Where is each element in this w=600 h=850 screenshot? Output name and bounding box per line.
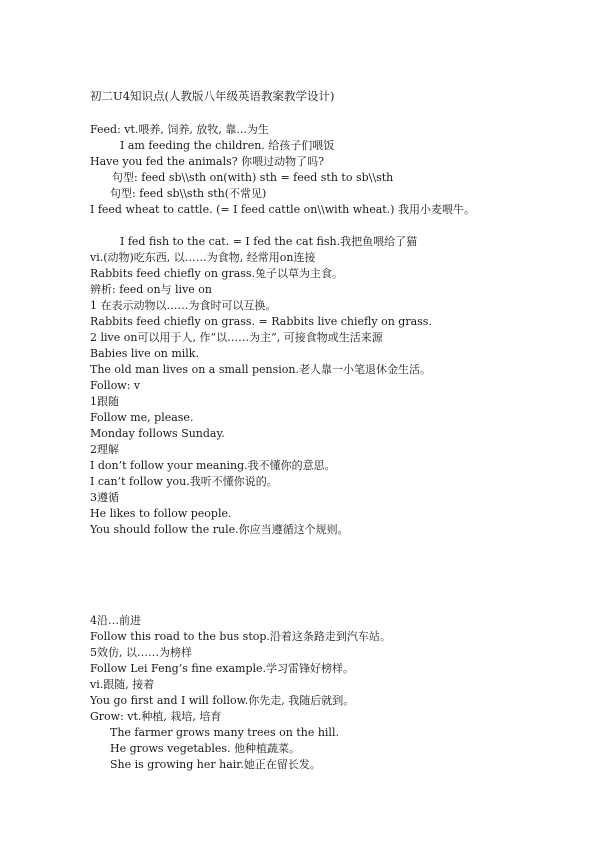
text-line: Follow me, please. xyxy=(90,411,194,424)
text-line: Grow: vt.种植, 栽培, 培育 xyxy=(90,710,222,723)
text-line: He grows vegetables. 他种植蔬菜。 xyxy=(110,742,301,755)
document-title: 初二U4知识点(人教版八年级英语教案教学设计) xyxy=(90,89,335,103)
text-line: Follow Lei Feng’s fine example.学习雷锋好榜样。 xyxy=(90,662,355,675)
text-line: 句型: feed sb\\sth on(with) sth = feed sth to sb\\sth xyxy=(112,171,394,184)
text-line: 4沿…前进 xyxy=(90,614,141,627)
text-line: You should follow the rule.你应当遵循这个规则。 xyxy=(90,523,349,536)
text-line: Rabbits feed chiefly on grass.兔子以草为主食。 xyxy=(90,267,344,280)
text-line: Babies live on milk. xyxy=(90,347,199,360)
text-line: 3遵循 xyxy=(90,491,119,504)
text-line: He likes to follow people. xyxy=(90,507,232,520)
text-line: The old man lives on a small pension.老人靠一小笔退休金生活。 xyxy=(90,363,432,376)
text-line: She is growing her hair.她正在留长发。 xyxy=(110,758,321,771)
text-line: Rabbits feed chiefly on grass. = Rabbits live chiefly on grass. xyxy=(90,315,432,328)
text-line: I don’t follow your meaning.我不懂你的意思。 xyxy=(90,459,336,472)
text-line: Follow this road to the bus stop.沿着这条路走到汽车站。 xyxy=(90,630,391,643)
text-line: 辨析: feed on与 live on xyxy=(90,283,212,296)
text-line: 5效仿, 以……为榜样 xyxy=(90,646,192,659)
text-line: I fed fish to the cat. = I fed the cat fish.我把鱼喂给了猫 xyxy=(120,235,418,248)
text-line: 1跟随 xyxy=(90,395,119,408)
text-line: I can’t follow you.我听不懂你说的。 xyxy=(90,475,278,488)
text-line: 句型: feed sb\\sth sth(不常见) xyxy=(110,187,267,200)
text-line: Have you fed the animals? 你喂过动物了吗? xyxy=(90,155,325,168)
text-line: vi.(动物)吃东西, 以……为食物, 经常用on连接 xyxy=(90,251,316,264)
text-line: You go first and I will follow.你先走, 我随后就到。 xyxy=(90,694,355,707)
text-line: The farmer grows many trees on the hill. xyxy=(110,726,339,739)
text-line: I feed wheat to cattle. (= I feed cattle on\\with wheat.) 我用小麦喂牛。 xyxy=(90,203,475,216)
text-line: Follow: v xyxy=(90,379,141,392)
text-line: Feed: vt.喂养, 饲养, 放牧, 靠...为生 xyxy=(90,123,269,136)
text-line: Monday follows Sunday. xyxy=(90,427,225,440)
text-line: 1 在表示动物以……为食时可以互换。 xyxy=(90,299,277,312)
text-line: 2理解 xyxy=(90,443,119,456)
text-line: I am feeding the children. 给孩子们喂饭 xyxy=(120,139,335,152)
text-line: 2 live on可以用于人, 作“以……为主”, 可接食物或生活来源 xyxy=(90,331,383,344)
text-line: vi.跟随, 接着 xyxy=(90,678,155,691)
